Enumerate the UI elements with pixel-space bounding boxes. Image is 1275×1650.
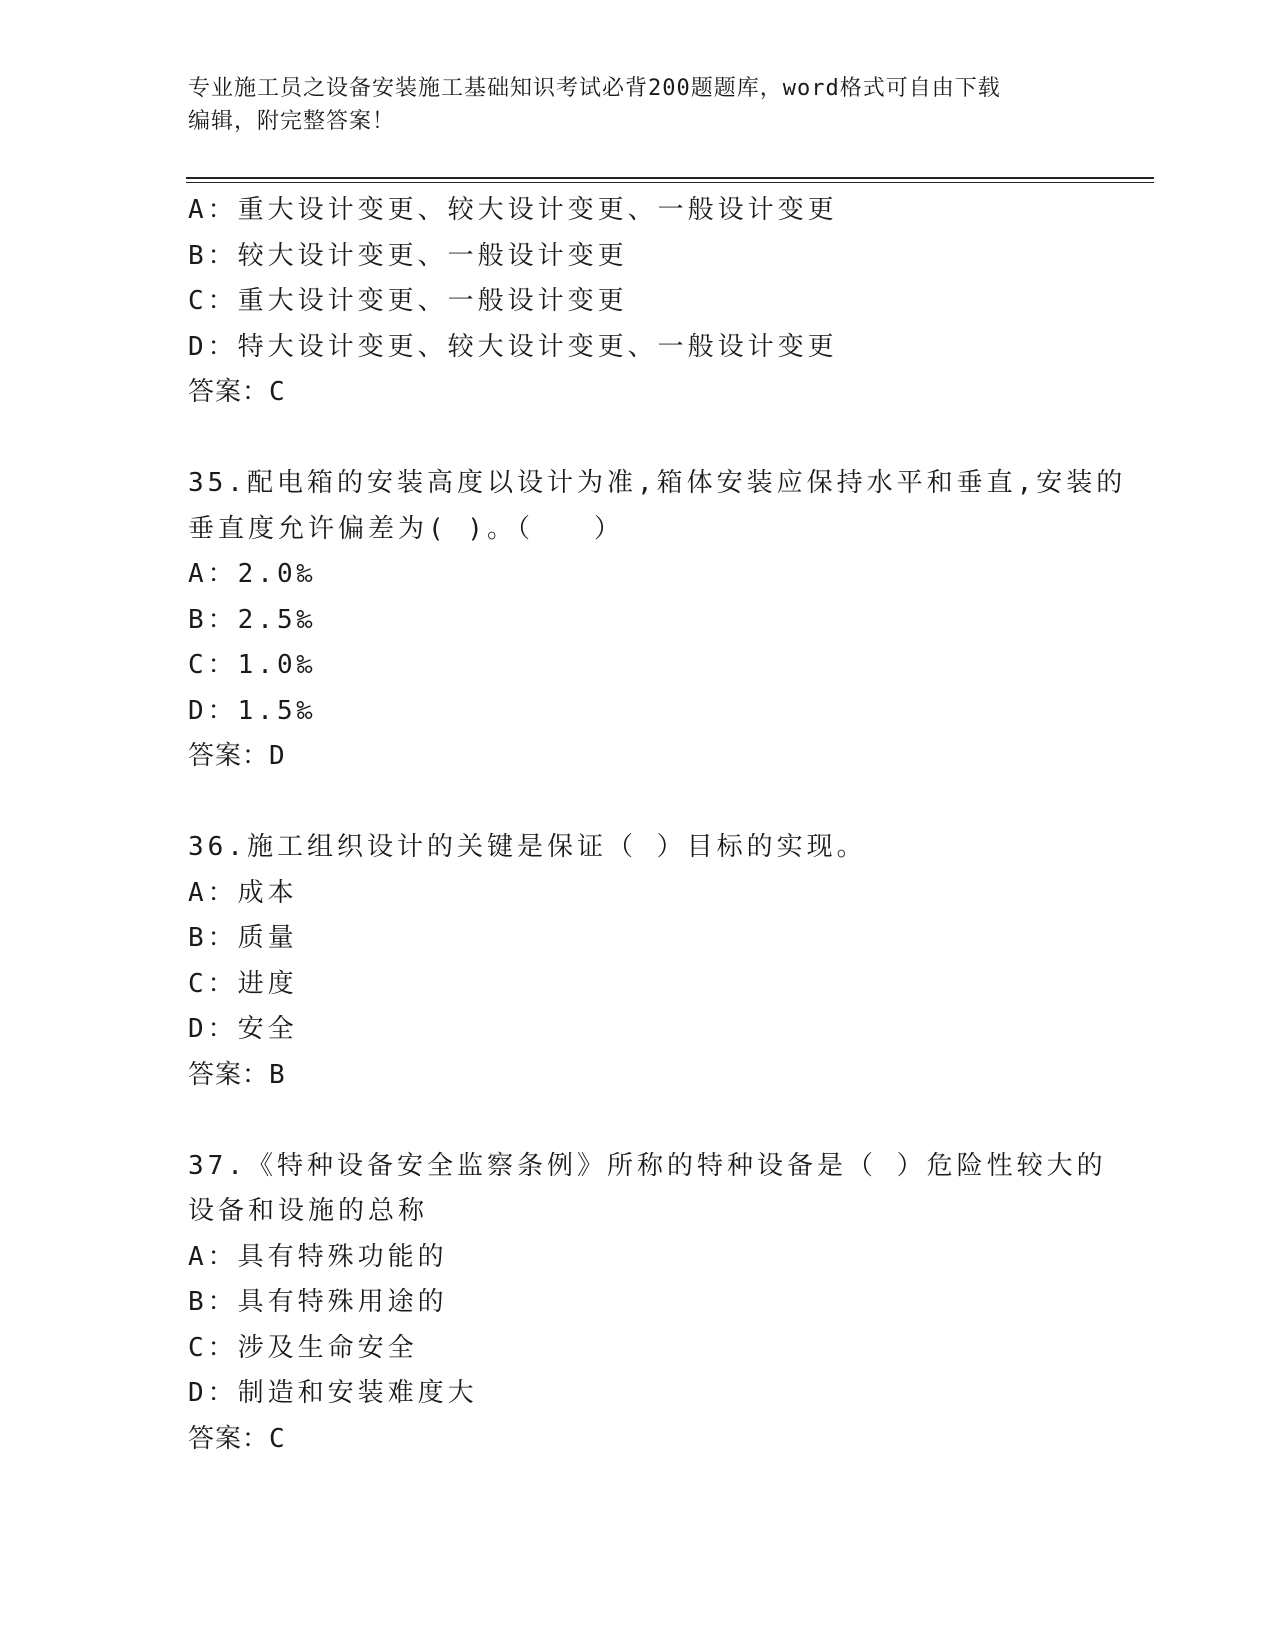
answer: 答案：C xyxy=(188,1423,286,1454)
option-c: C：重大设计变更、一般设计变更 xyxy=(188,286,628,316)
option-b: B：质量 xyxy=(188,923,298,953)
header-divider-thin xyxy=(186,182,1154,183)
question-stem-line-2: 垂直度允许偏差为( )。（ ） xyxy=(188,513,624,544)
question-stem-line-1: 37.《特种设备安全监察条例》所称的特种设备是（ ）危险性较大的 xyxy=(188,1150,1107,1181)
option-a: A：2.0‰ xyxy=(188,559,317,589)
question-stem-line-1: 36.施工组织设计的关键是保证（ ）目标的实现。 xyxy=(188,832,867,862)
option-b: B：较大设计变更、一般设计变更 xyxy=(188,240,628,271)
option-d: D：1.5‰ xyxy=(188,695,317,726)
answer: 答案：B xyxy=(188,1059,286,1090)
option-d: D：安全 xyxy=(188,1014,298,1044)
option-b: B：具有特殊用途的 xyxy=(188,1287,448,1317)
question-37 xyxy=(188,1144,1107,1463)
document-header xyxy=(188,72,1088,138)
option-d: D：制造和安装难度大 xyxy=(188,1378,478,1408)
header-divider-thick xyxy=(186,177,1154,179)
option-a: A：重大设计变更、较大设计变更、一般设计变更 xyxy=(188,195,838,225)
answer: 答案：D xyxy=(188,741,286,771)
spacer xyxy=(188,780,1088,826)
option-c: C：1.0‰ xyxy=(188,650,317,680)
spacer xyxy=(188,416,1088,462)
option-a: A：成本 xyxy=(188,877,298,908)
question-list xyxy=(188,188,1127,1462)
header-line-1: 专业施工员之设备安装施工基础知识考试必背200题题库，word格式可自由下载 xyxy=(188,76,1001,101)
option-c: C：涉及生命安全 xyxy=(188,1332,418,1363)
question-36 xyxy=(188,825,1088,1098)
spacer xyxy=(188,1098,1088,1144)
question-35 xyxy=(188,461,1127,780)
header-line-2: 编辑，附完整答案！ xyxy=(188,109,396,134)
question-stem-line-2: 设备和设施的总称 xyxy=(188,1196,429,1226)
option-b: B：2.5‰ xyxy=(188,604,317,635)
answer: 答案：C xyxy=(188,377,286,407)
option-d: D：特大设计变更、较大设计变更、一般设计变更 xyxy=(188,331,838,362)
question-stem-line-1: 35.配电箱的安装高度以设计为准,箱体安装应保持水平和垂直,安装的 xyxy=(188,468,1127,498)
question-34 xyxy=(188,188,1088,416)
option-c: C：进度 xyxy=(188,968,298,999)
option-a: A：具有特殊功能的 xyxy=(188,1241,448,1272)
